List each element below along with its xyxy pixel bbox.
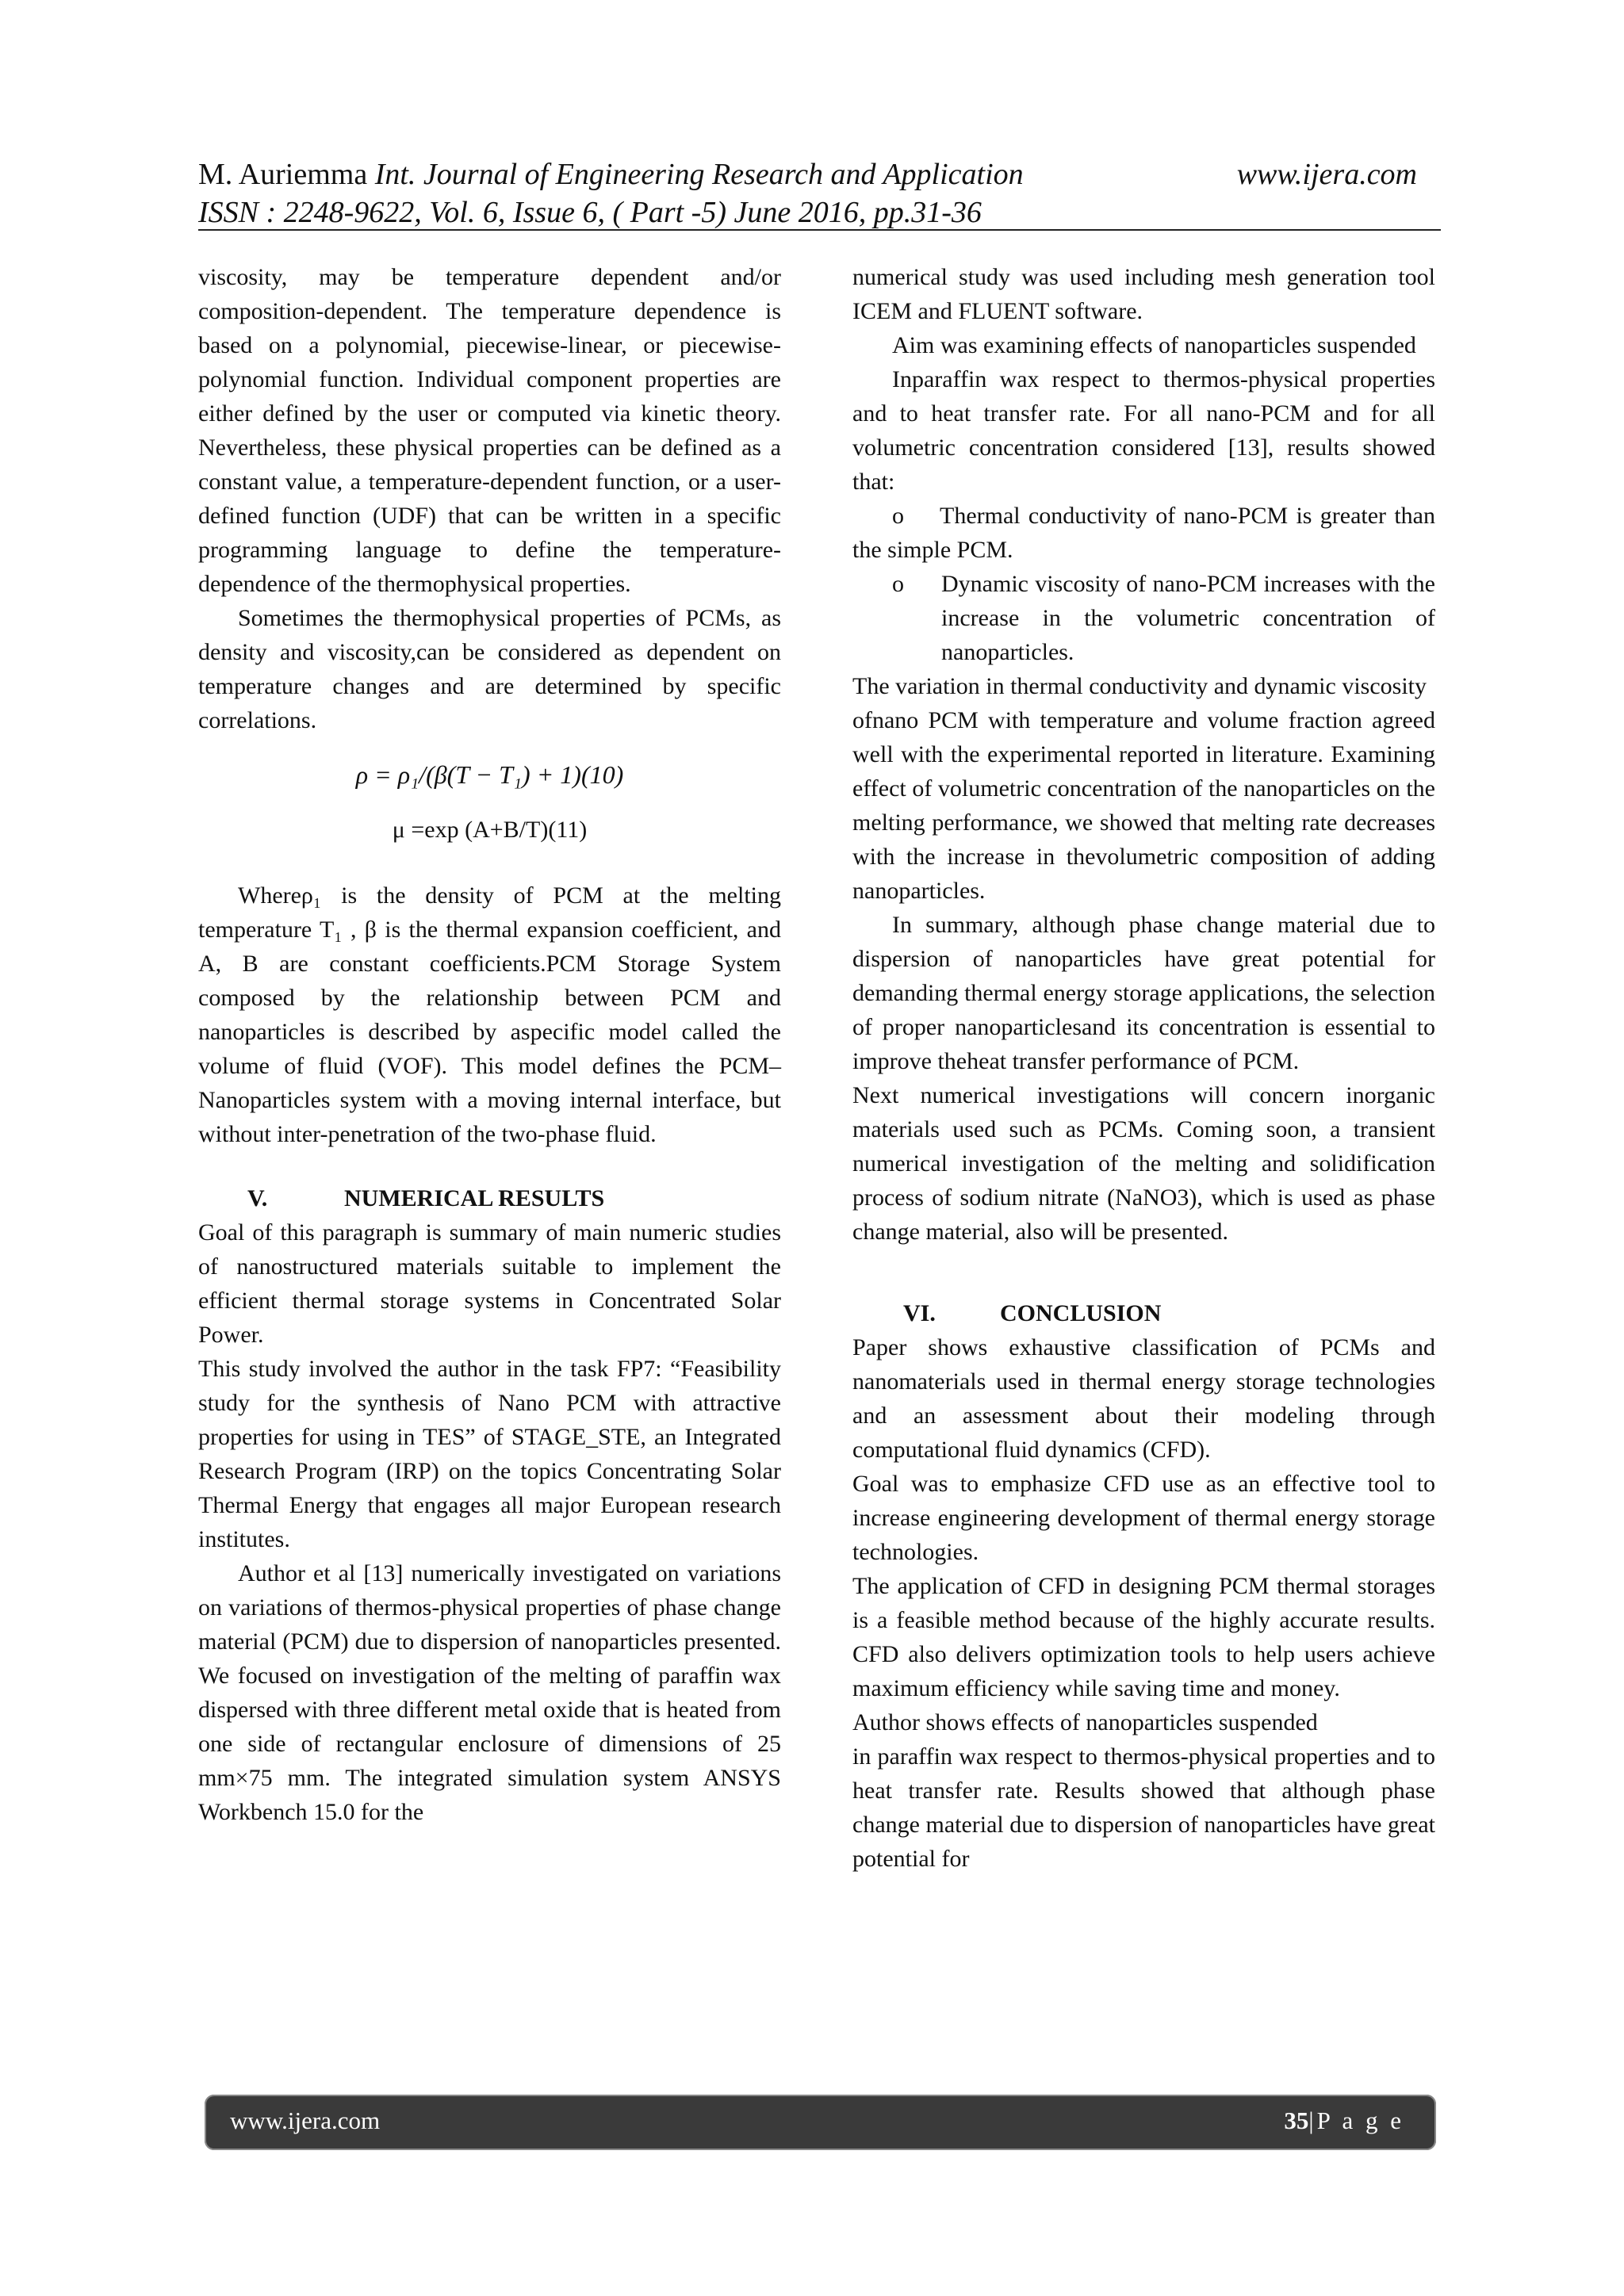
page-label: |P a g e xyxy=(1308,2107,1404,2134)
paragraph: viscosity, may be temperature dependent and/or composition-dependent. The temperature dependence is based on a polynomial, piecewise-linear, or piecewise-polynomial function. Individual component properties are either defined by the user or computed via kinetic theory. Nevertheless, these physical properties can be defined as a constant value, a temperature-dependent function, or a user-defined function (UDF) that can be written in a specific programming language to define the temperature-dependence of the thermophysical properties. xyxy=(198,264,781,597)
paragraph: Sometimes the thermophysical properties of PCMs, as density and viscosity,can be considered as dependent on temperature changes and are determined by specific correlations. xyxy=(198,605,781,733)
equation-10: ρ = ρ₁/(β(T − T₁) + 1)(10) xyxy=(355,760,624,789)
paragraph: Paper shows exhaustive classification of PCMs and nanomaterials used in thermal energy storage technologies and an assessment about their modeling through computational fluid dynamics (CFD). xyxy=(852,1334,1435,1463)
left-column xyxy=(198,260,781,1829)
list-item xyxy=(852,567,1435,669)
paragraph: Author shows effects of nanoparticles suspended xyxy=(852,1709,1318,1735)
section-heading-conclusion xyxy=(852,1296,1435,1330)
page-header xyxy=(198,155,1441,232)
section-number: V. xyxy=(247,1185,268,1211)
bullet-icon: o xyxy=(892,503,904,529)
paragraph: Goal was to emphasize CFD use as an effective tool to increase engineering development of thermal energy storage technologies. xyxy=(852,1471,1435,1565)
paragraph: ofnano PCM with temperature and volume fraction agreed well with the experimental reported in literature. Examining effect of volumetric concentration of the nanoparticles on the melting performance, we showed that melting rate decreases with the increase in thevolumetric composition of adding nanoparticles. xyxy=(852,707,1435,904)
section-title: CONCLUSION xyxy=(1000,1300,1162,1326)
page-number: 35 xyxy=(1284,2107,1309,2134)
list-item-text: Dynamic viscosity of nano-PCM increases with the increase in the volumetric concentration of nanoparticles. xyxy=(941,571,1435,665)
list-item-text: Thermal conductivity of nano-PCM is greater than the simple PCM. xyxy=(852,503,1435,563)
page-footer xyxy=(205,2095,1436,2150)
paragraph: in paraffin wax respect to thermos-physical properties and to heat transfer rate. Results showed that although phase change material due to dispersion of nanoparticles have great potential for xyxy=(852,1743,1435,1872)
paragraph: numerical study was used including mesh generation tool ICEM and FLUENT software. xyxy=(852,264,1435,324)
header-issn: ISSN : 2248-9622, Vol. 6, Issue 6, ( Part -5) June 2016, pp.31-36 xyxy=(198,196,982,229)
header-divider xyxy=(198,229,1441,231)
header-author: M. Auriemma xyxy=(198,158,368,191)
section-heading-numerical-results xyxy=(198,1181,781,1215)
section-title: NUMERICAL RESULTS xyxy=(344,1185,605,1211)
footer-page-number xyxy=(1284,2107,1404,2135)
paragraph: The application of CFD in designing PCM thermal storages is a feasible method because of the highly accurate results. CFD also delivers optimization tools to help users achieve maximum efficiency while saving time and money. xyxy=(852,1573,1435,1701)
list-item xyxy=(852,499,1435,567)
paragraph: Author et al [13] numerically investigated on variations on variations of thermos-physical properties of phase change material (PCM) due to dispersion of nanoparticles presented. We focused on investigation of the melting of paraffin wax dispersed with three different metal oxide that is heated from one side of rectangular enclosure of dimensions of 25 mm×75 mm. The integrated simulation system ANSYS Workbench 15.0 for the xyxy=(198,1560,781,1825)
paragraph: The variation in thermal conductivity and dynamic viscosity xyxy=(852,673,1427,699)
equation-11: μ =exp (A+B/T)(11) xyxy=(392,817,588,843)
section-number: VI. xyxy=(903,1300,936,1326)
paragraph: Inparaffin wax respect to thermos-physical properties and to heat transfer rate. For all nano-PCM and for all volumetric concentration considered [13], results showed that: xyxy=(852,366,1435,495)
header-journal: Int. Journal of Engineering Research and Application xyxy=(374,158,1024,191)
footer-website-link[interactable]: www.ijera.com xyxy=(230,2107,381,2134)
paragraph: This study involved the author in the task FP7: “Feasibility study for the synthesis of Nano PCM with attractive properties for using in TES” of STAGE_STE, an Integrated Research Program (IRP) on the topics Concentrating Solar Thermal Energy that engages all major European research institutes. xyxy=(198,1356,781,1552)
header-line-1 xyxy=(198,155,1441,193)
right-column xyxy=(852,260,1435,1876)
header-website-link[interactable]: www.ijera.com xyxy=(1236,158,1417,191)
paragraph: Goal of this paragraph is summary of main numeric studies of nanostructured materials suitable to implement the efficient thermal storage systems in Concentrated Solar Power. xyxy=(198,1219,781,1348)
bullet-icon: o xyxy=(892,571,904,597)
paragraph: Whereρ₁ is the density of PCM at the melting temperature T₁ , β is the thermal expansion coefficient, and A, B are constant coefficients.PCM Storage System composed by the relationship between PCM and nanoparticles is described by aspecific model called the volume of fluid (VOF). This model defines the PCM–Nanoparticles system with a moving internal interface, but without inter-penetration of the two-phase fluid. xyxy=(198,882,781,1147)
paragraph: Aim was examining effects of nanoparticles suspended xyxy=(892,332,1416,358)
paragraph: In summary, although phase change material due to dispersion of nanoparticles have great potential for demanding thermal energy storage applications, the selection of proper nanoparticlesand its concentration is essential to improve theheat transfer performance of PCM. xyxy=(852,912,1435,1074)
paragraph: Next numerical investigations will concern inorganic materials used such as PCMs. Coming soon, a transient numerical investigation of the melting and solidification process of sodium nitrate (NaNO3), which is used as phase change material, also will be presented. xyxy=(852,1082,1435,1245)
